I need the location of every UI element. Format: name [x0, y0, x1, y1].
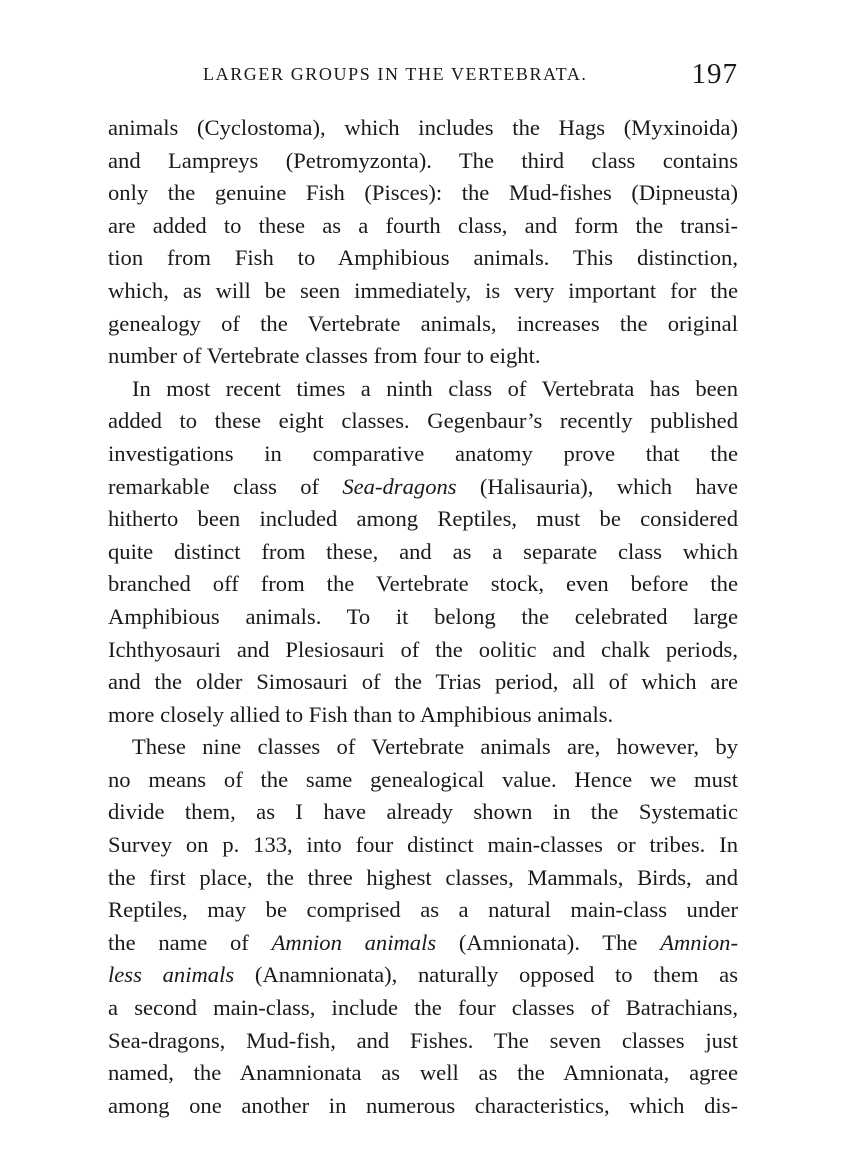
paragraph-2	[108, 373, 738, 732]
text-line: less animals (Anamnionata), naturally opposed to them as	[108, 962, 739, 988]
text-line: and Lampreys (Petromyzonta). The third class contains	[108, 147, 738, 173]
text-line: Reptiles, may be comprised as a natural main-class under	[108, 897, 738, 923]
text-line: among one another in numerous characteristics, which dis-	[108, 1092, 738, 1118]
running-title: LARGER GROUPS IN THE VERTEBRATA.	[203, 64, 588, 84]
text-line: and the older Simosauri of the Trias period, all of which are	[108, 669, 738, 695]
text-line: tion from Fish to Amphibious animals. This distinction,	[108, 245, 738, 271]
text-line: investigations in comparative anatomy prove that the	[108, 440, 738, 466]
text-line: In most recent times a ninth class of Vertebrata has been	[132, 375, 738, 401]
text-line: a second main-class, include the four classes of Batrachians,	[108, 995, 738, 1021]
text-line: no means of the same genealogical value. Hence we must	[108, 766, 738, 792]
text-line: genealogy of the Vertebrate animals, increases the original	[108, 310, 738, 336]
paragraph-3	[108, 731, 738, 1122]
italic-term: less animals	[108, 962, 235, 988]
text-line: are added to these as a fourth class, and form the transi-	[108, 212, 738, 238]
text-line: Ichthyosauri and Plesiosauri of the oolitic and chalk periods,	[108, 636, 738, 662]
text-line: the name of Amnion animals (Amnionata). The Amnion-	[108, 929, 738, 955]
text-line: the first place, the three highest classes, Mammals, Birds, and	[108, 864, 738, 890]
text-line: quite distinct from these, and as a separate class which	[108, 538, 738, 564]
page-number: 197	[691, 58, 738, 90]
italic-term: Amnion animals	[271, 929, 437, 955]
text-line: remarkable class of Sea-dragons (Halisauria), which have	[108, 473, 738, 499]
text-line: which, as will be seen immediately, is very important for the	[108, 277, 738, 303]
body-text	[108, 112, 738, 1122]
text-line: branched off from the Vertebrate stock, even before the	[108, 571, 738, 597]
text-line: Survey on p. 133, into four distinct main-classes or tribes. In	[108, 832, 738, 858]
text-line: Sea-dragons, Mud-fish, and Fishes. The seven classes just	[108, 1027, 738, 1053]
running-head	[108, 58, 738, 92]
text-line: only the genuine Fish (Pisces): the Mud-fishes (Dipneusta)	[108, 180, 738, 206]
text-line: These nine classes of Vertebrate animals are, however, by	[132, 734, 738, 760]
italic-term: Amnion-	[660, 929, 738, 955]
paragraph-1	[108, 112, 738, 373]
text-line: Amphibious animals. To it belong the celebrated large	[108, 603, 738, 629]
text-line: more closely allied to Fish than to Amphibious animals.	[108, 701, 614, 727]
text-line: animals (Cyclostoma), which includes the Hags (Myxinoida)	[108, 115, 738, 140]
text-line: hitherto been included among Reptiles, must be considered	[108, 506, 738, 532]
text-line: divide them, as I have already shown in the Systematic	[108, 799, 738, 825]
italic-term: Sea-dragons	[342, 473, 457, 499]
text-line: added to these eight classes. Gegenbaur’s recently published	[108, 408, 738, 434]
text-line: number of Vertebrate classes from four to eight.	[108, 343, 541, 369]
text-line: named, the Anamnionata as well as the Amnionata, agree	[108, 1060, 738, 1086]
